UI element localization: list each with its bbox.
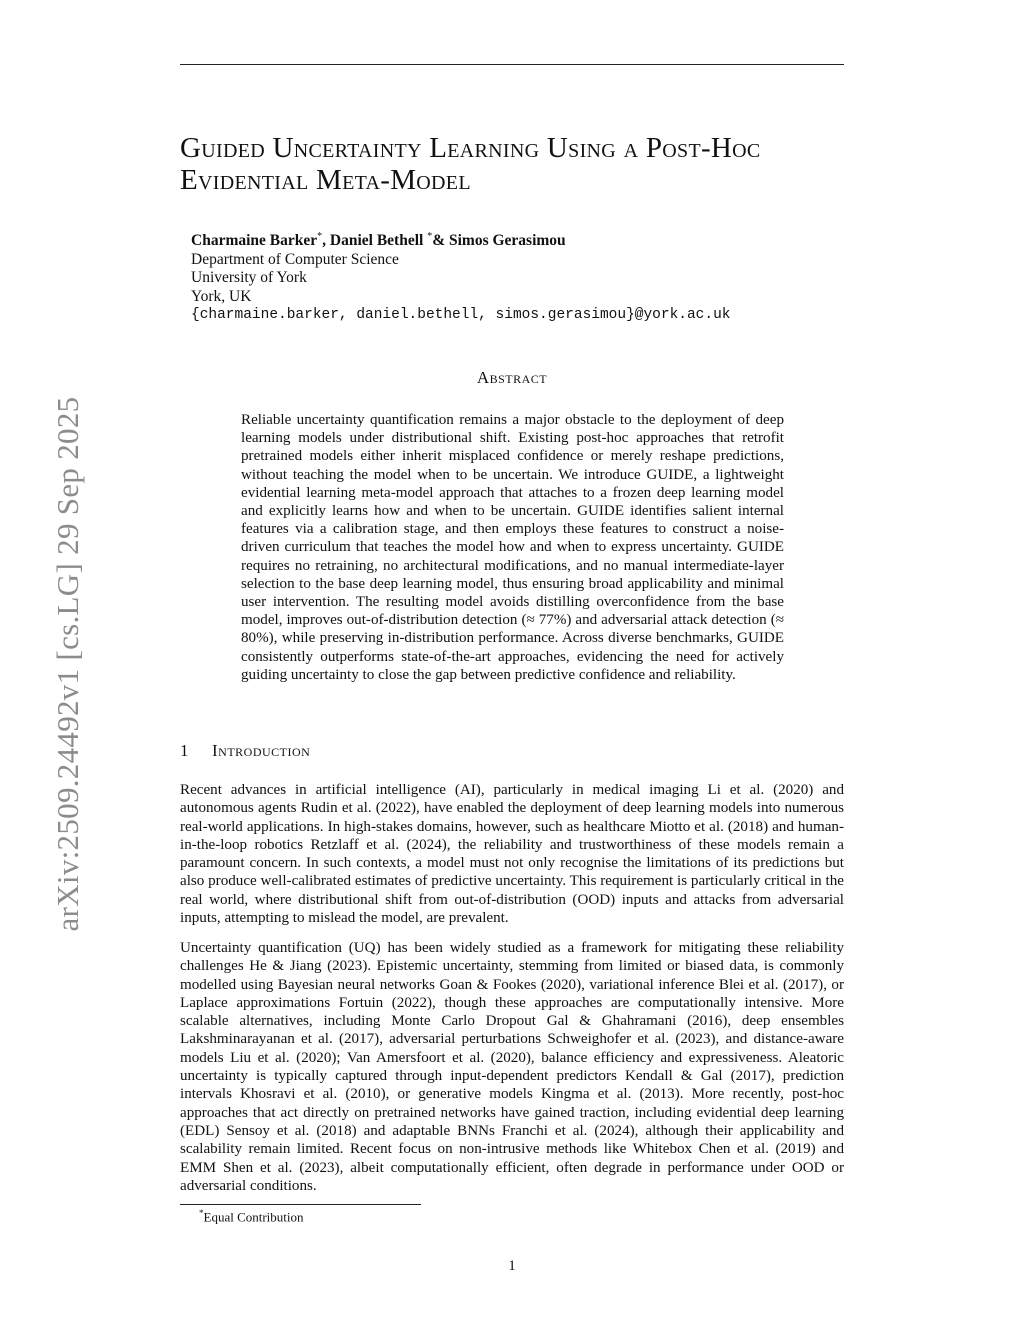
arxiv-identifier-stamp: arXiv:2509.24492v1 [cs.LG] 29 Sep 2025: [50, 396, 85, 932]
author-location: York, UK: [191, 287, 252, 305]
author-block: [191, 228, 851, 325]
author-emails: {charmaine.barker, daniel.bethell, simos.gerasimou}@york.ac.uk: [191, 307, 731, 324]
equal-contribution-mark: *: [317, 231, 323, 242]
paper-title: Guided Uncertainty Learning Using a Post-Hoc Evidential Meta-Model: [180, 132, 761, 196]
intro-paragraph-1: Recent advances in artificial intelligence (AI), particularly in medical imaging Li et al. (2020) and autonomous agents Rudin et al. (2022), have enabled the deployment of deep learning models into numerous real-world applications. In high-stakes domains, however, such as healthcare Miotto et al. (2018) and human-in-the-loop robotics Retzlaff et al. (2024), the reliability and trustworthiness of these models remain a paramount concern. In such contexts, a model must not only recognise the limitations of its predictions but also produce well-calibrated estimates of predictive uncertainty. This requirement is particularly critical in the real world, where distributional shift from out-of-distribution (OOD) inputs and attacks from adversarial inputs, attempting to mislead the model, are prevalent.: [180, 782, 844, 927]
author-name: Daniel Bethell: [329, 232, 424, 250]
section-title: Introduction: [212, 741, 311, 760]
footnote-rule: [180, 1204, 421, 1205]
footnote: [199, 1208, 304, 1225]
section-heading-introduction: [180, 741, 310, 761]
page-number: 1: [508, 1258, 516, 1274]
author-names: Charmaine Barker*, Daniel Bethell *& Simos Gerasimou: [191, 231, 566, 250]
intro-paragraph-2: Uncertainty quantification (UQ) has been widely studied as a framework for mitigating these reliability challenges He & Jiang (2023). Epistemic uncertainty, stemming from limited or biased data, is commonly modelled using Bayesian neural networks Goan & Fookes (2020), variational inference Blei et al. (2017), or Laplace approximations Fortuin (2022), though these approaches are computationally intensive. More scalable alternatives, including Monte Carlo Dropout Gal & Ghahramani (2016), deep ensembles Lakshminarayanan et al. (2017), adversarial perturbations Schweighofer et al. (2023), and distance-aware models Liu et al. (2020); Van Amersfoort et al. (2020), balance efficiency and expressiveness. Aleatoric uncertainty is typically captured through input-dependent predictors Kendall & Gal (2017), prediction intervals Khosravi et al. (2010), or generative models Kingma et al. (2013). More recently, post-hoc approaches that act directly on pretrained networks have gained traction, including evidential deep learning (EDL) Sensoy et al. (2018) and adaptable BNNs Franchi et al. (2024), although their applicability and scalability remain limited. Recent focus on non-intrusive methods like Whitebox Chen et al. (2019) and EMM Shen et al. (2023), albeit computationally efficient, often degrade in performance under OOD or adversarial conditions.: [180, 940, 844, 1194]
top-rule: [180, 64, 844, 65]
abstract-heading: Abstract: [476, 368, 548, 387]
author-name: & Simos Gerasimou: [432, 232, 566, 250]
author-department: Department of Computer Science: [191, 250, 399, 268]
footnote-text: Equal Contribution: [203, 1209, 304, 1225]
footnote-mark: *: [199, 1208, 204, 1218]
abstract-text: Reliable uncertainty quantification remains a major obstacle to the deployment of deep learning models under distributional shift. Existing post-hoc approaches that retrofit pretrained models either inherit misplaced confidence or merely reshape predictions, without teaching the model when to be uncertain. We introduce GUIDE, a lightweight evidential learning meta-model approach that attaches to a frozen deep learning model and explicitly learns how and when to be uncertain. GUIDE identifies salient internal features via a calibration stage, and then employs these features to construct a noise-driven curriculum that teaches the model how and when to express uncertainty. GUIDE requires no retraining, no architectural modifications, and no manual intermediate-layer selection to the base deep learning model, thus ensuring broad applicability and minimal user intervention. The resulting model avoids distilling overconfidence from the base model, improves out-of-distribution detection (≈ 77%) and adversarial attack detection (≈ 80%), while preserving in-distribution performance. Across diverse benchmarks, GUIDE consistently outperforms state-of-the-art approaches, evidencing the need for actively guiding uncertainty to close the gap between predictive confidence and reliability.: [241, 412, 784, 683]
section-number: 1: [180, 741, 189, 760]
author-university: University of York: [191, 269, 307, 287]
equal-contribution-mark: *: [427, 231, 433, 242]
author-name: Charmaine Barker: [191, 232, 318, 250]
